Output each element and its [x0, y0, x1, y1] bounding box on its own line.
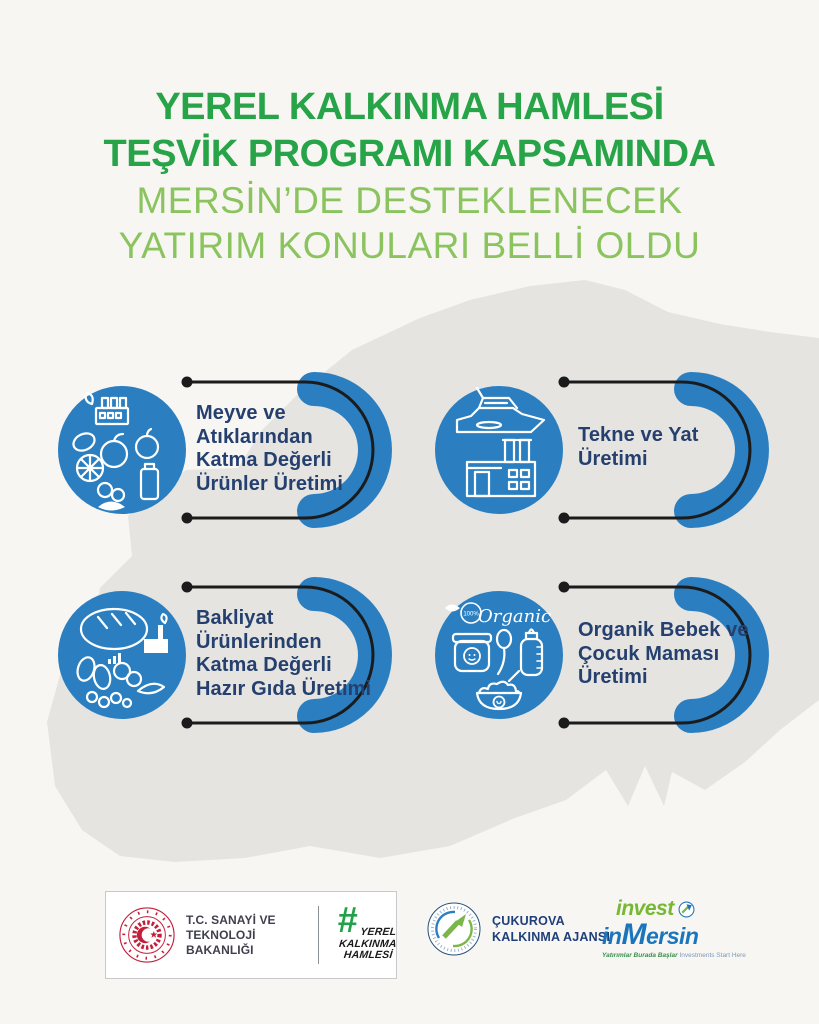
label-line: Ürünlerinden [196, 630, 322, 653]
label-line: Hazır Gıda Üretimi [196, 677, 372, 700]
ministry-emblem-icon [118, 906, 176, 964]
cukurova-agency-logo [426, 901, 610, 957]
mersin-word: Mersin [621, 918, 699, 951]
title-line-4: YATIRIM KONULARI BELLİ OLDU [118, 225, 701, 266]
cka-name-line1: ÇUKUROVA [492, 914, 565, 928]
divider [318, 906, 319, 964]
invest-in-mersin-logo [602, 897, 762, 959]
hashtag-line: KALKINMA [338, 937, 398, 950]
hashtag-line: HAMLESİ [343, 949, 394, 961]
connector-dot [559, 582, 570, 593]
hashtag-line: YEREL [359, 926, 398, 938]
connector-dot [182, 718, 193, 729]
label-line: Bakliyat [196, 607, 274, 629]
title-line-2: TEŞVİK PROGRAMI KAPSAMINDA [103, 133, 716, 175]
title-line-3: MERSİN’DE DESTEKLENECEK [136, 180, 683, 221]
cka-name [492, 913, 610, 945]
label-line: Meyve ve [196, 402, 286, 424]
invest-globe-icon [678, 901, 695, 918]
label-line: Çocuk Maması [578, 642, 720, 665]
in-word: in [602, 923, 622, 949]
label-line: Üretimi [578, 447, 648, 470]
label-line: Katma Değerli [196, 654, 332, 676]
ministry-name-line1: T.C. SANAYİ VE [186, 912, 276, 927]
item-organic-baby-food [427, 575, 777, 745]
organic-100-badge: 100% [463, 611, 479, 618]
yerel-kalkinma-hamlesi-badge [329, 899, 398, 967]
ministry-name-line2: TEKNOLOJİ BAKANLIĞI [186, 927, 256, 957]
item-circle [435, 386, 563, 514]
item-label [578, 619, 749, 690]
label-line: Üretimi [578, 666, 648, 688]
ministry-name [186, 913, 306, 958]
item-label [196, 402, 343, 496]
connector-dot [559, 377, 570, 388]
label-line: Atıklarından [196, 425, 313, 448]
label-line: Tekne ve Yat [578, 424, 699, 446]
label-line: Katma Değerli [196, 449, 332, 471]
bracket-arc [691, 389, 752, 511]
item-legume-food [50, 575, 400, 745]
title-line-1: YEREL KALKINMA HAMLESİ [155, 86, 664, 128]
item-label [578, 424, 699, 471]
item-fruit-products [50, 370, 400, 540]
label-line: Organik Bebek ve [578, 619, 749, 641]
connector-dot [182, 513, 193, 524]
cka-arrow-icon [426, 901, 482, 957]
item-boat-yacht [427, 370, 777, 540]
organic-script-text: Organic [478, 606, 552, 627]
label-line: Ürünler Üretimi [196, 472, 344, 495]
poster-title [0, 84, 819, 268]
hashtag-text [327, 927, 409, 962]
item-label [196, 607, 371, 701]
connector-dot [559, 513, 570, 524]
hashtag-icon: # [337, 899, 358, 940]
ministry-hashtag-box [105, 891, 397, 979]
cka-name-line2: KALKINMA AJANSI [492, 930, 611, 944]
connector-dot [182, 377, 193, 388]
connector-dot [559, 718, 570, 729]
invest-word: invest [616, 897, 674, 920]
invest-tagline: Yatırımlar Burada Başlar Investments Start Here [602, 952, 746, 959]
connector-dot [182, 582, 193, 593]
